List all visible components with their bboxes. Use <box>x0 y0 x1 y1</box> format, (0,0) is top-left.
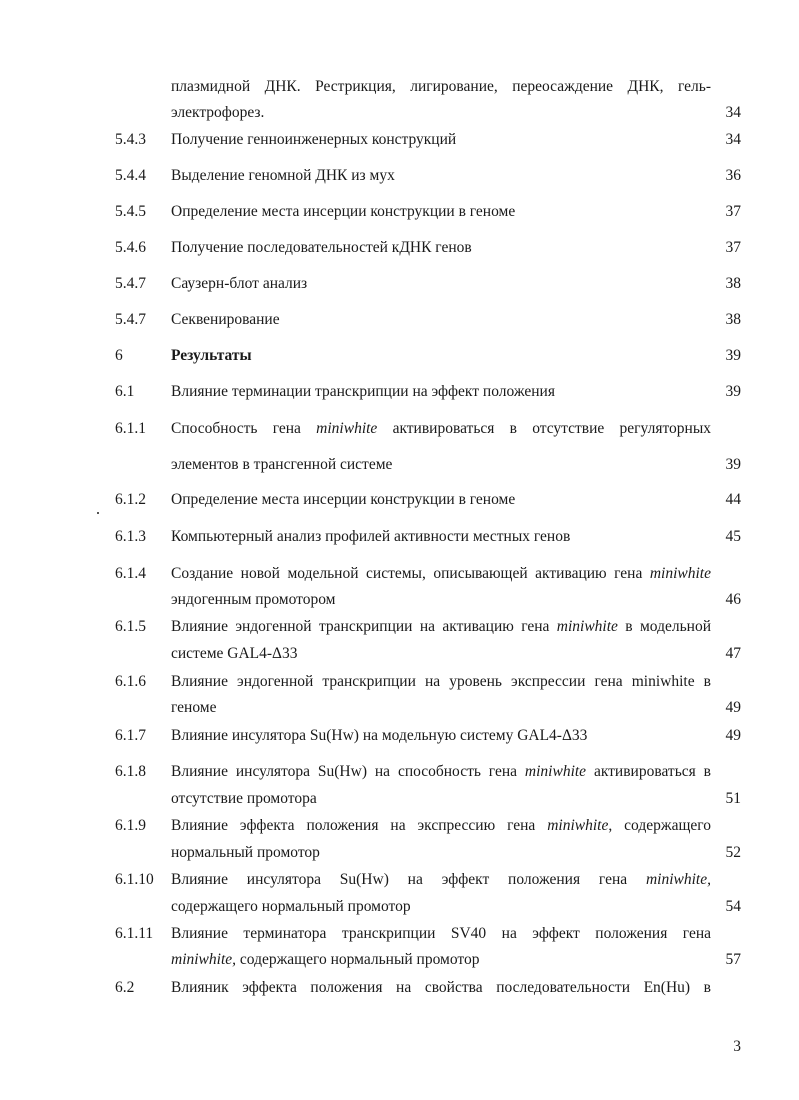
entry-page: 47 <box>725 645 741 662</box>
entry-title-line1: Влияник эффекта положения на свойства последовательности En(Hu) в <box>171 979 711 996</box>
entry-title-line1 <box>171 871 711 889</box>
entry-number: 5.4.4 <box>115 167 146 184</box>
entry-number: 6.2 <box>115 979 135 996</box>
gene-name: miniwhite <box>547 817 609 834</box>
title-part: Влияние эффекта положения на экспрессию гена <box>171 817 548 834</box>
entry-page: 36 <box>725 167 741 184</box>
entry-title: Влияние терминации транскрипции на эффект положения <box>171 383 555 400</box>
entry-number: 6.1 <box>115 383 135 400</box>
entry-title-line1 <box>171 420 711 438</box>
entry-title: Компьютерный анализ профилей активности местных генов <box>171 528 571 545</box>
entry-page: 49 <box>725 727 741 744</box>
entry-title-line1 <box>171 763 711 781</box>
gene-name: miniwhite <box>556 618 618 635</box>
title-part: Влияние инсулятора Su(Hw) на способность гена <box>171 763 525 780</box>
gene-name: miniwhite, <box>171 951 237 968</box>
entry-number: 5.4.6 <box>115 239 146 256</box>
entry-title: Результаты <box>171 347 252 364</box>
entry-page: 34 <box>725 131 741 148</box>
title-part: активироваться в <box>586 763 711 780</box>
entry-title-line2: геноме <box>171 699 217 716</box>
entry-title: Влияние инсулятора Su(Hw) на модельную систему GAL4-Δ33 <box>171 727 588 744</box>
title-part: в модельной <box>617 618 712 635</box>
entry-number: 6.1.4 <box>115 565 146 582</box>
entry-page: 38 <box>725 275 741 292</box>
page-number: 3 <box>733 1038 741 1055</box>
title-part: Влияние эндогенной транскрипции на активацию гена <box>171 618 557 635</box>
title-part: Способность гена <box>171 420 317 437</box>
entry-number: 5.4.7 <box>115 311 146 328</box>
entry-title-line1: Влияние терминатора транскрипции SV40 на эффект положения гена <box>171 925 711 942</box>
entry-number: 5.4.5 <box>115 203 146 220</box>
entry-page: 39 <box>725 383 741 400</box>
title-part: , содержащего <box>608 817 711 834</box>
entry-number: 6.1.3 <box>115 528 146 545</box>
gene-name: miniwhite, <box>645 871 711 888</box>
entry-number: 6.1.5 <box>115 618 146 635</box>
entry-title-line2: отсутствие промотора <box>171 790 317 807</box>
entry-title: Саузерн-блот анализ <box>171 275 308 292</box>
entry-title-line2: эндогенным промотором <box>171 591 336 608</box>
entry-number: 5.4.7 <box>115 275 146 292</box>
entry-number: 6.1.1 <box>115 420 146 437</box>
entry-number: 6.1.8 <box>115 763 146 780</box>
entry-number: 6.1.11 <box>115 925 154 942</box>
title-part: активироваться в отсутствие регуляторных <box>377 420 711 437</box>
scan-speck <box>97 512 99 514</box>
entry-title-line2: нормальный промотор <box>171 844 320 861</box>
entry-title: Выделение геномной ДНК из мух <box>171 167 395 184</box>
entry-number: 6.1.10 <box>115 871 154 888</box>
entry-title-line2: системе GAL4-Δ33 <box>171 645 298 662</box>
entry-page: 51 <box>725 790 741 807</box>
entry-page: 34 <box>725 104 741 121</box>
entry-title: Определение места инсерции конструкции в геноме <box>171 203 516 220</box>
entry-page: 52 <box>725 844 741 861</box>
entry-number: 6.1.6 <box>115 673 146 690</box>
entry-number: 6 <box>115 347 123 364</box>
title-part: Влияние инсулятора Su(Hw) на эффект положения гена <box>171 871 646 888</box>
entry-title-line2: содержащего нормальный промотор <box>171 898 411 915</box>
entry-page: 37 <box>725 239 741 256</box>
entry-number: 5.4.3 <box>115 131 146 148</box>
entry-title-line2 <box>171 951 711 969</box>
title-part: содержащего нормальный промотор <box>236 951 480 968</box>
entry-title: Получение последовательностей кДНК генов <box>171 239 472 256</box>
entry-number: 6.1.2 <box>115 491 146 508</box>
entry-title-line1: Влияние эндогенной транскрипции на уровень экспрессии гена miniwhite в <box>171 673 711 690</box>
entry-title-line1: плазмидной ДНК. Рестрикция, лигирование, переосаждение ДНК, гель- <box>171 78 711 95</box>
entry-page: 39 <box>725 456 741 473</box>
entry-title: Определение места инсерции конструкции в геноме <box>171 491 516 508</box>
entry-page: 57 <box>725 951 741 968</box>
entry-title-line1 <box>171 817 711 835</box>
entry-page: 38 <box>725 311 741 328</box>
entry-title: Секвенирование <box>171 311 280 328</box>
gene-name: miniwhite <box>316 420 378 437</box>
gene-name: miniwhite <box>524 763 587 780</box>
entry-page: 45 <box>725 528 741 545</box>
entry-title-line1 <box>171 618 711 636</box>
entry-title-line2: элементов в трансгенной системе <box>171 456 393 473</box>
entry-page: 37 <box>725 203 741 220</box>
gene-name: miniwhite <box>649 565 711 582</box>
title-part: Создание новой модельной системы, описывающей активацию гена <box>171 565 650 582</box>
entry-title-line2: электрофорез. <box>171 104 265 121</box>
entry-number: 6.1.7 <box>115 727 146 744</box>
entry-number: 6.1.9 <box>115 817 146 834</box>
entry-page: 39 <box>725 347 741 364</box>
entry-title-line1 <box>171 565 711 583</box>
entry-title: Получение генноинженерных конструкций <box>171 131 457 148</box>
entry-page: 49 <box>725 699 741 716</box>
entry-page: 46 <box>725 591 741 608</box>
entry-page: 54 <box>725 898 741 915</box>
entry-page: 44 <box>725 491 741 508</box>
